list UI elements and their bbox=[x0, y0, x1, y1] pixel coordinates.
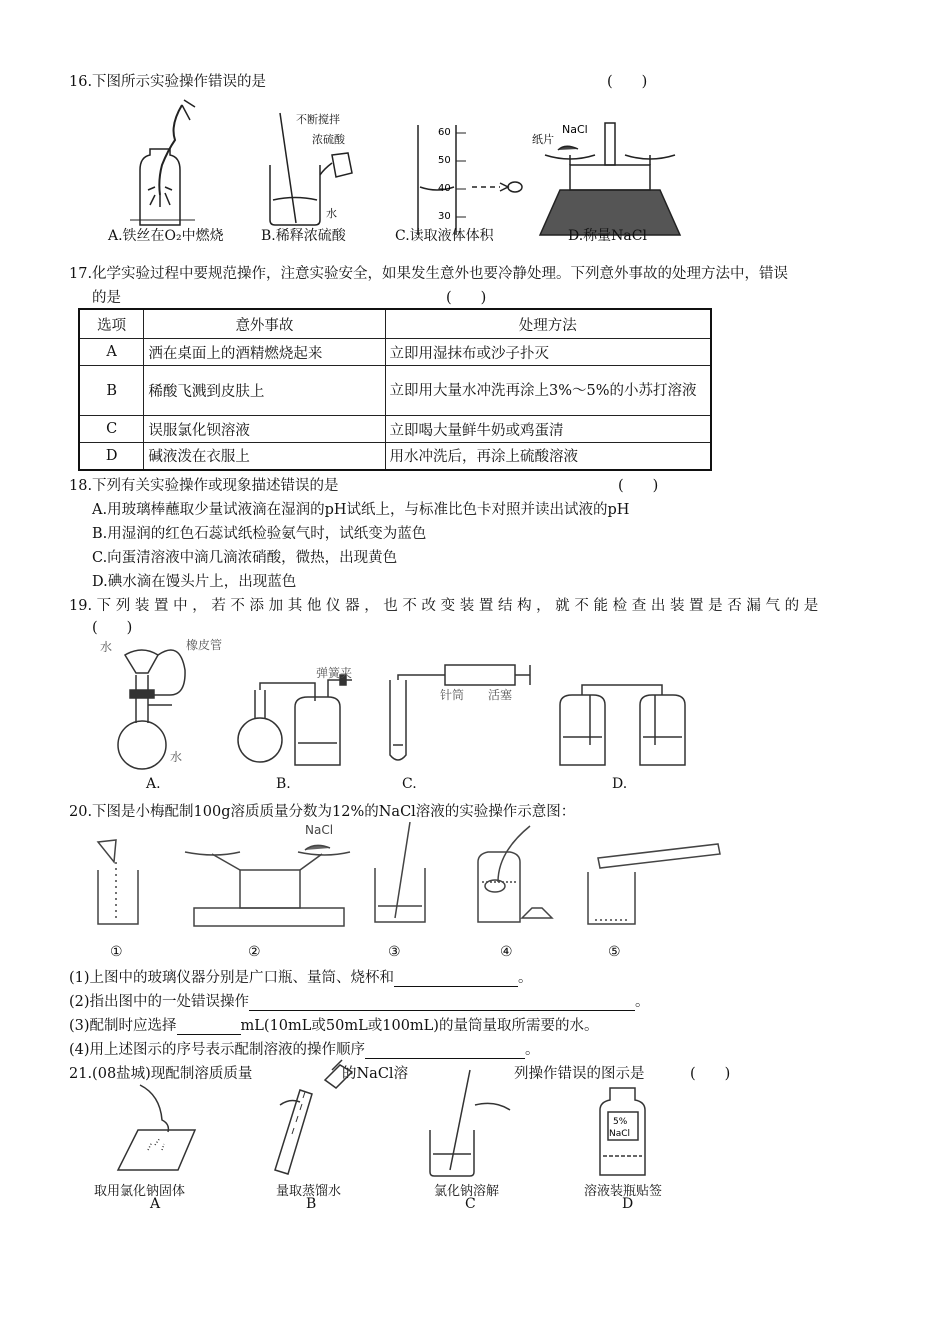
q21-letter-a: A bbox=[150, 1196, 161, 1212]
q19-caption-b: B. bbox=[276, 776, 291, 792]
table-header-accident: 意外事故 bbox=[144, 309, 385, 339]
q16-d-balance bbox=[540, 123, 680, 235]
q16-answer-paren: ( ) bbox=[607, 74, 648, 90]
q20-sub2-text: (2)指出图中的一处错误操作 bbox=[69, 994, 250, 1010]
q21-letter-d: D bbox=[622, 1196, 634, 1212]
q20-sub3-text-b: mL(10mL或50mL或100mL)的量筒量取所需要的水。 bbox=[240, 1018, 599, 1034]
table-cell-accident: 误服氯化钡溶液 bbox=[144, 416, 385, 443]
q20-sub3 bbox=[69, 1014, 598, 1035]
q18-option-a: A.用玻璃棒蘸取少量试液滴在湿润的pH试纸上，与标准比色卡对照并读出试液的pH bbox=[92, 502, 630, 518]
table-cell-method: 立即用大量水冲洗再涂上3%～5%的小苏打溶液 bbox=[385, 366, 711, 416]
q16-b-dilute-acid bbox=[270, 113, 352, 225]
q16-label-water: 水 bbox=[326, 207, 337, 220]
q21-label-nacl: NaCl bbox=[609, 1129, 631, 1139]
q19-label-hose: 橡皮管 bbox=[186, 638, 223, 652]
q20-sub4-end: 。 bbox=[525, 1042, 540, 1058]
table-cell-option: A bbox=[79, 339, 144, 366]
q19-label-syringe: 针筒 bbox=[440, 688, 465, 702]
q19-c-tube-syringe bbox=[390, 665, 530, 760]
q19-caption-c: C. bbox=[402, 776, 417, 792]
q21-stem-c: 列操作错误的图示是 bbox=[514, 1066, 645, 1082]
q20-sub1 bbox=[69, 966, 533, 987]
q20-sub1-end: 。 bbox=[518, 970, 533, 986]
q19-answer-paren: ( ) bbox=[92, 620, 133, 636]
q16-tick-50: 50 bbox=[438, 155, 451, 166]
q21-caption-a: 取用氯化钠固体 bbox=[94, 1184, 186, 1199]
table-cell-method: 用水冲洗后，再涂上硫酸溶液 bbox=[385, 443, 711, 470]
table-header-method: 处理方法 bbox=[385, 309, 711, 339]
q16-caption-c: C.读取液体体积 bbox=[395, 228, 494, 244]
q20-sub2 bbox=[69, 990, 650, 1011]
q21-caption-d: 溶液装瓶贴签 bbox=[584, 1184, 663, 1199]
q20-num-1: ① bbox=[110, 944, 123, 960]
table-cell-option: D bbox=[79, 443, 144, 470]
q19-b-flask-bottle bbox=[238, 675, 352, 765]
q18-option-d: D.碘水滴在馒头片上，出现蓝色 bbox=[92, 574, 297, 590]
q20-sub2-end: 。 bbox=[635, 994, 650, 1010]
q16-stem: 16.下图所示实验操作错误的是 bbox=[69, 74, 267, 90]
q18-stem: 18.下列有关实验操作或现象描述错误的是 bbox=[69, 478, 339, 494]
q20-sub3-text-a: (3)配制时应选择 bbox=[69, 1018, 177, 1034]
table-row bbox=[79, 443, 711, 470]
q19-label-water-top: 水 bbox=[100, 640, 113, 654]
q21-stem-a: 21.(08盐城)现配制溶质质量 bbox=[69, 1066, 253, 1082]
q16-label-nacl: NaCl bbox=[562, 123, 588, 136]
q21-caption-c: 氯化钠溶解 bbox=[434, 1184, 500, 1199]
table-header-row bbox=[79, 309, 711, 339]
q20-step4-reagent-bottle bbox=[478, 826, 552, 922]
q17-answer-paren: ( ) bbox=[446, 290, 487, 306]
q16-tick-30: 30 bbox=[438, 211, 451, 222]
q20-figure bbox=[90, 822, 730, 942]
q20-sub2-blank[interactable] bbox=[249, 994, 635, 1011]
q18-option-c: C.向蛋清溶液中滴几滴浓硝酸，微热，出现黄色 bbox=[92, 550, 398, 566]
q21-stem-b: 的NaCl溶 bbox=[342, 1066, 409, 1082]
q20-sub1-text: (1)上图中的玻璃仪器分别是广口瓶、量筒、烧杯和 bbox=[69, 970, 395, 986]
q20-num-3: ③ bbox=[388, 944, 401, 960]
q21-b-measure-water bbox=[275, 1060, 352, 1174]
q16-caption-d: D.称量NaCl bbox=[568, 228, 647, 244]
q16-caption-a: A.铁丝在O₂中燃烧 bbox=[108, 228, 224, 244]
q20-step1-beaker-paper bbox=[98, 840, 138, 924]
q21-answer-paren: ( ) bbox=[690, 1066, 731, 1082]
q16-label-stir: 不断搅拌 bbox=[296, 113, 340, 126]
q17-stem-line2: 的是 bbox=[92, 290, 121, 306]
q16-tick-40: 40 bbox=[438, 183, 451, 194]
q21-c-dissolve bbox=[430, 1070, 510, 1176]
q20-step2-balance bbox=[185, 845, 350, 926]
q18-answer-paren: ( ) bbox=[618, 478, 659, 494]
q19-caption-a: A. bbox=[146, 776, 161, 792]
q19-label-clip: 弹簧夹 bbox=[316, 666, 353, 680]
table-row bbox=[79, 416, 711, 443]
q21-letter-c: C bbox=[465, 1196, 476, 1212]
q16-c-graduated-cylinder bbox=[418, 125, 522, 235]
q20-num-2: ② bbox=[248, 944, 261, 960]
q21-figure bbox=[100, 1050, 720, 1180]
q17-accident-table bbox=[78, 308, 712, 471]
q21-a-take-solid bbox=[118, 1085, 195, 1170]
q19-label-piston: 活塞 bbox=[488, 688, 513, 702]
q19-stem: 19. 下 列 装 置 中 ， 若 不 添 加 其 他 仪 器 ， 也 不 改 变 装 置 结 构 ， 就 不 能 检 查 出 装 置 是 否 漏 气 的 是 bbox=[69, 598, 819, 614]
q21-letter-b: B bbox=[306, 1196, 317, 1212]
q16-figure bbox=[100, 95, 700, 245]
q19-label-water-bottom: 水 bbox=[170, 750, 183, 764]
q16-tick-60: 60 bbox=[438, 127, 451, 138]
q21-caption-b: 量取蒸馏水 bbox=[276, 1184, 342, 1199]
q20-label-nacl: NaCl bbox=[305, 823, 334, 837]
q16-label-paper: 纸片 bbox=[532, 133, 554, 146]
q20-num-5: ⑤ bbox=[608, 944, 621, 960]
table-cell-method: 立即用湿抹布或沙子扑灭 bbox=[385, 339, 711, 366]
q20-sub1-blank[interactable] bbox=[394, 970, 518, 987]
table-cell-accident: 稀酸飞溅到皮肤上 bbox=[144, 366, 385, 416]
q20-stem: 20.下图是小梅配制100g溶质质量分数为12%的NaCl溶液的实验操作示意图： bbox=[69, 804, 576, 820]
q16-label-acid: 浓硫酸 bbox=[312, 133, 345, 146]
table-cell-option: C bbox=[79, 416, 144, 443]
q17-stem-line1: 17.化学实验过程中要规范操作，注意实验安全，如果发生意外也要冷静处理。下列意外事故的处理方法中，错误 bbox=[69, 266, 789, 282]
table-row bbox=[79, 339, 711, 366]
q19-d-two-bottles bbox=[560, 685, 685, 765]
q20-step3-stirring bbox=[375, 822, 425, 922]
q20-num-4: ④ bbox=[500, 944, 513, 960]
table-cell-option: B bbox=[79, 366, 144, 416]
table-row bbox=[79, 366, 711, 416]
q16-a-iron-wire-bottle bbox=[130, 100, 195, 225]
q19-figure bbox=[90, 635, 710, 775]
q20-sub4-text: (4)用上述图示的序号表示配制溶液的操作顺序 bbox=[69, 1042, 366, 1058]
q20-step5-pour-water bbox=[588, 844, 720, 924]
q18-option-b: B.用湿润的红色石蕊试纸检验氨气时，试纸变为蓝色 bbox=[92, 526, 427, 542]
q16-caption-b: B.稀释浓硫酸 bbox=[261, 228, 346, 244]
table-cell-accident: 碱液泼在衣服上 bbox=[144, 443, 385, 470]
q20-sub3-blank[interactable] bbox=[177, 1018, 241, 1035]
table-header-option: 选项 bbox=[79, 309, 144, 339]
table-cell-accident: 洒在桌面上的酒精燃烧起来 bbox=[144, 339, 385, 366]
q19-caption-d: D. bbox=[612, 776, 628, 792]
table-cell-method: 立即喝大量鲜牛奶或鸡蛋清 bbox=[385, 416, 711, 443]
q21-label-pct: 5% bbox=[613, 1117, 628, 1127]
